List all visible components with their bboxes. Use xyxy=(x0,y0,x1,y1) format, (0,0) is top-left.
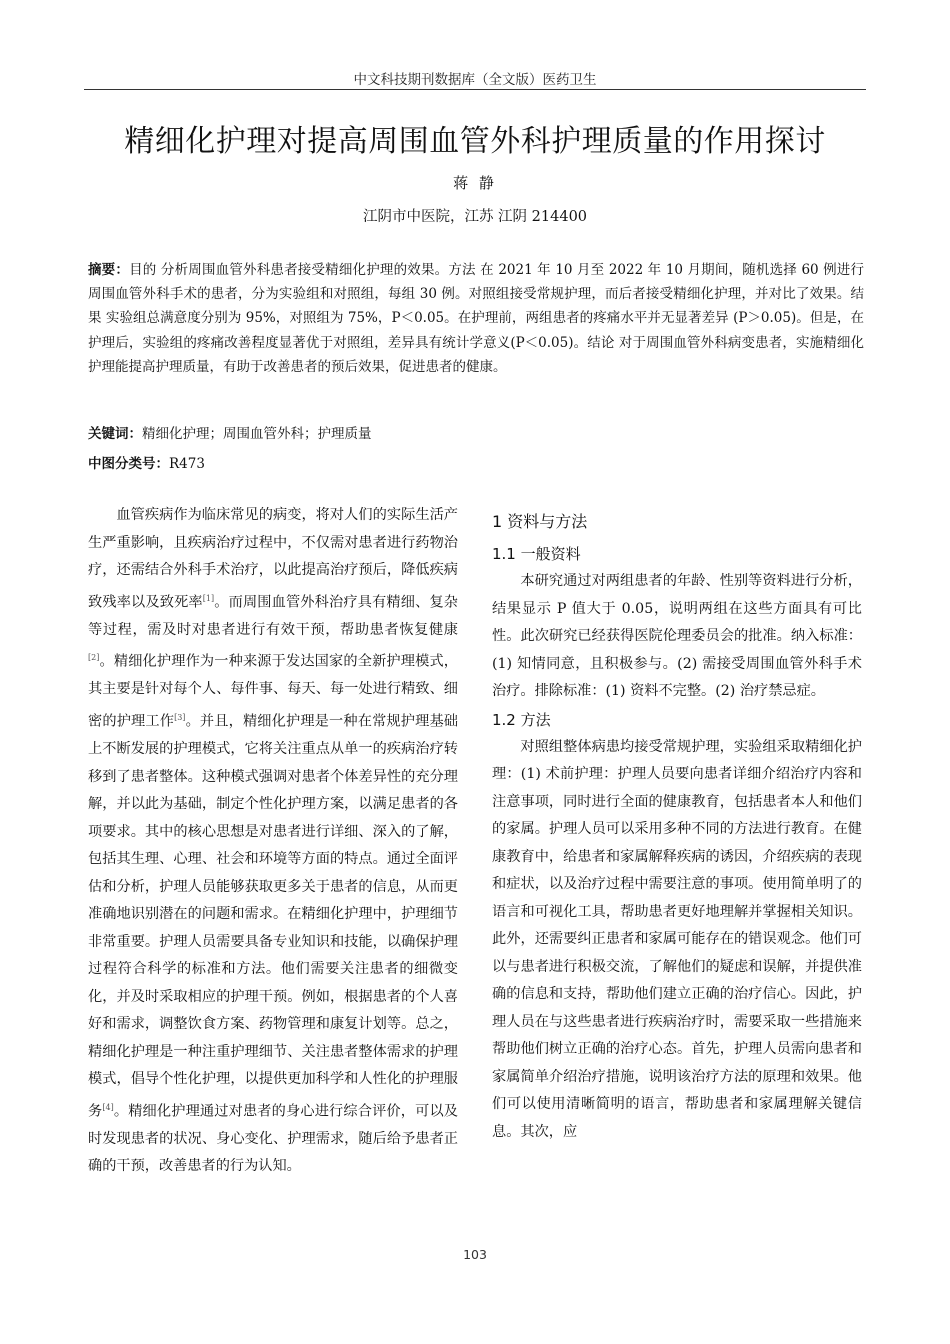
author: 蒋 静 xyxy=(453,174,497,192)
header-rule xyxy=(84,89,866,90)
keywords-text: 精细化护理；周围血管外科；护理质量 xyxy=(142,426,372,442)
intro-paragraph: 血管疾病作为临床常见的病变，将对人们的实际生活产生严重影响，且疾病治疗过程中，不仅需对患者进行药物治疗，还需结合外科手术治疗，以此提高治疗预后，降低疾病致残率以及致死率[1]。而周围血管外科治疗具有精细、复杂等过程，需及时对患者进行有效干预，帮助患者恢复健康[2]。精细化护理作为一种来源于发达国家的全新护理模式，其主要是针对每个人、每件事、每天、每一处进行精致、细密的护理工作[3]。并且，精细化护理是一种在常规护理基础上不断发展的护理模式，它将关注重点从单一的疾病治疗转移到了患者整体。这种模式强调对患者个体差异性的充分理解，并以此为基础，制定个性化护理方案，以满足患者的各项要求。其中的核心思想是对患者进行详细、深入的了解，包括其生理、心理、社会和环境等方面的特点。通过全面评估和分析，护理人员能够获取更多关于患者的信息，从而更准确地识别潜在的问题和需求。在精细化护理中，护理细节非常重要。护理人员需要具备专业知识和技能，以确保护理过程符合科学的标准和方法。他们需要关注患者的细微变化，并及时采取相应的护理干预。例如，根据患者的个人喜好和需求，调整饮食方案、药物管理和康复计划等。总之，精细化护理是一种注重护理细节、关注患者整体需求的护理模式，倡导个性化护理，以提供更加科学和人性化的护理服务[4]。精细化护理通过对患者的身心进行综合评价，可以及时发现患者的状况、身心变化、护理需求，随后给予患者正确的干预，改善患者的行为认知。 xyxy=(88,507,458,1175)
subsection-heading-general: 1.1 一般资料 xyxy=(492,545,581,563)
abstract-label: 摘要： xyxy=(88,262,130,278)
subsection-heading-method: 1.2 方法 xyxy=(492,710,551,729)
abstract-text: 目的 分析周围血管外科患者接受精细化护理的效果。方法 在 2021 年 10 月至 2022 年 10 月期间，随机选择 60 例进行周围血管外科手术的患者，分为实验组和对照组，每组 30 例。对照组接受常规护理，而后者接受精细化护理，并对比了效果。结果 实验组总满意度分别为 95%，对照组为 75%，P＜0.05。在护理前，两组患者的疼痛水平并无显著差异 (P＞0.05)。但是，在护理后，实验组的疼痛改善程度显著优于对照组，差异具有统计学意义(P＜0.05)。结论 对于周围血管外科病变患者，实施精细化护理能提高护理质量，有助于改善患者的预后效果，促进患者的健康。 xyxy=(88,262,864,375)
keywords xyxy=(88,422,864,442)
classification-label: 中图分类号： xyxy=(88,456,169,472)
left-column xyxy=(88,502,458,1181)
method-paragraph: 对照组整体病患均接受常规护理，实验组采取精细化护理：(1) 术前护理：护理人员要向患者详细介绍治疗内容和注意事项，同时进行全面的健康教育，包括患者本人和他们的家属。护理人员可以采用多种不同的方法进行教育。在健康教育中，给患者和家属解释疾病的诱因，介绍疾病的表现和症状，以及治疗过程中需要注意的事项。使用简单明了的语言和可视化工具，帮助患者更好地理解并掌握相关知识。此外，还需要纠正患者和家属可能存在的错误观念。他们可以与患者进行积极交流，了解他们的疑虑和误解，并提供准确的信息和支持，帮助他们建立正确的治疗信心。因此，护理人员在与这些患者进行疾病治疗时，需要采取一些措施来帮助他们树立正确的治疗心态。首先，护理人员需向患者和家属简单介绍治疗措施，说明该治疗方法的原理和效果。他们可以使用清晰简明的语言，帮助患者和家属理解关键信息。其次，应 xyxy=(492,738,862,1140)
classification xyxy=(88,452,864,472)
journal-header: 中文科技期刊数据库（全文版）医药卫生 xyxy=(353,72,597,88)
citation-3: [3] xyxy=(174,712,186,722)
affiliation: 江阴市中医院，江苏 江阴 214400 xyxy=(362,209,588,225)
classification-code: R473 xyxy=(169,456,205,472)
keywords-label: 关键词： xyxy=(88,426,142,442)
abstract xyxy=(88,258,864,379)
section-heading-materials-methods: 1 资料与方法 xyxy=(492,512,588,531)
article-title: 精细化护理对提高周围血管外科护理质量的作用探讨 xyxy=(124,124,826,159)
citation-2: [2] xyxy=(88,653,100,663)
citation-1: [1] xyxy=(202,593,215,603)
page-number: 103 xyxy=(463,1247,487,1262)
right-column xyxy=(492,510,862,1146)
general-data-paragraph: 本研究通过对两组患者的年龄、性别等资料进行分析，结果显示 P 值大于 0.05，说明两组在这些方面具有可比性。此次研究已经获得医院伦理委员会的批准。纳入标准：(1) 知情同意，且积极参与。(2) 需接受周围血管外科手术治疗。排除标准：(1) 资料不完整。(2) 治疗禁忌症。 xyxy=(492,573,862,699)
citation-4: [4] xyxy=(102,1102,114,1112)
